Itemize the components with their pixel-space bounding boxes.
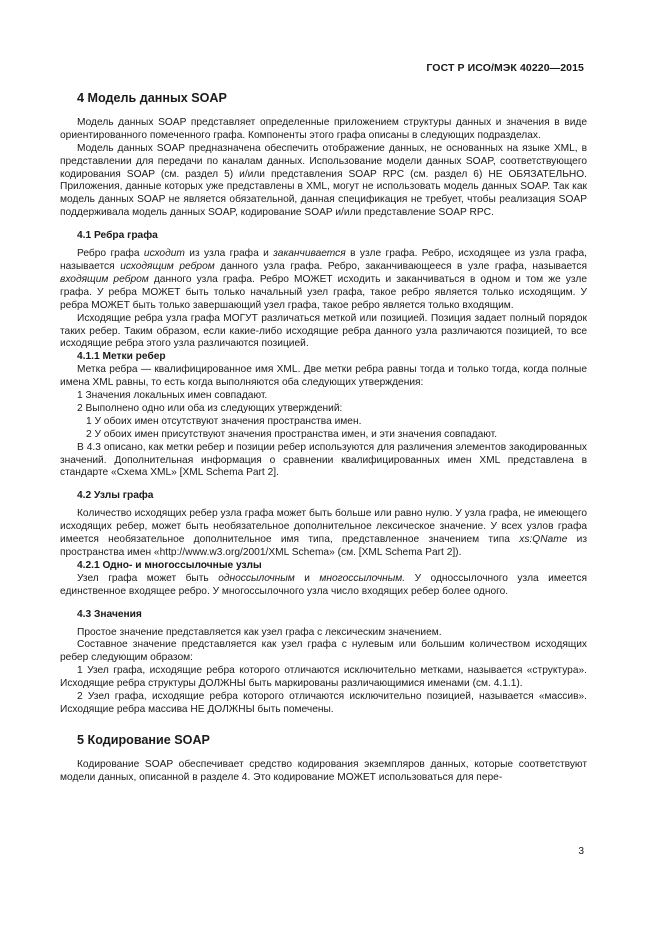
- section-4-1-1-paragraph-1: Метка ребра — квалифицированное имя XML. Две метки ребра равны тогда и только тогда, когда полные имена XML равны, то есть когда выполняются оба следующих утверждения:: [60, 364, 587, 389]
- section-4-paragraph-1: Модель данных SOAP представляет определенные приложением структуры данных и значения в виде ориентированного помеченного графа. Компоненты этого графа описаны в следующих подразделах.: [60, 116, 587, 141]
- list-item: 2 У обоих имен присутствуют значения пространства имен, и эти значения совпадают.: [86, 428, 498, 440]
- section-4-3-heading: 4.3 Значения: [77, 608, 142, 620]
- page-content: [60, 92, 587, 785]
- list-item: 2 Выполнено одно или оба из следующих утверждений:: [77, 402, 343, 414]
- list-item: 1 У обоих имен отсутствуют значения пространства имен.: [86, 415, 362, 427]
- section-4-2-heading: 4.2 Узлы графа: [77, 490, 154, 502]
- list-item: 1 Значения локальных имен совпадают.: [77, 390, 268, 402]
- section-4-1-1-paragraph-2: В 4.3 описано, как метки ребер и позиции ребер используются для различения элементов закодированных значений. Дополнительная информация о сравнении квалифицированных имен XML представлена в стандарте «Схема XML» [XML Schema Part 2].: [60, 441, 587, 479]
- section-5-paragraph-1: Кодирование SOAP обеспечивает средство кодирования экземпляров данных, которые соответствуют модели данных, описанной в разделе 4. Это кодирование МОЖЕТ использоваться для пере-: [60, 758, 587, 783]
- section-4-1-paragraph-1: Ребро графа исходит из узла графа и заканчивается в узле графа. Ребро, исходящее из узла графа, называется исходящим ребром данного узла графа. Ребро, заканчивающееся в узле графа, называется входящим ребром данного узла графа. Ребро МОЖЕТ исходить и заканчиваться в одном и том же узле графа. У ребра МОЖЕТ быть только начальный узел графа, такое ребро является только исходящим. У ребра МОЖЕТ быть только завершающий узел графа, такое ребро является только входящим.: [60, 248, 588, 311]
- section-4-3-paragraph-3: 1 Узел графа, исходящие ребра которого отличаются исключительно метками, называется «структура». Исходящие ребра структуры ДОЛЖНЫ быть маркированы различающимися именами (см. 4.1.1).: [60, 665, 587, 690]
- section-4-2-1-heading: 4.2.1 Одно- и многоссылочные узлы: [77, 559, 262, 571]
- section-4-1-1-heading: 4.1.1 Метки ребер: [77, 351, 166, 363]
- section-4-2-paragraph-1: Количество исходящих ребер узла графа может быть больше или равно нулю. У узла графа, не имеющего исходящих ребер, может быть необязательное дополнительное лексическое значение. У всех узлов графа имеется необязательное дополнительное имя типа, представленное значением типа xs:QName из пространства имен «http://www.w3.org/2001/XML Schema» (см. [XML Schema Part 2]).: [60, 508, 588, 558]
- section-4-heading: 4 Модель данных SOAP: [77, 91, 227, 105]
- section-4-3-paragraph-1: Простое значение представляется как узел графа с лексическим значением.: [77, 626, 442, 638]
- section-4-1-heading: 4.1 Ребра графа: [77, 230, 158, 242]
- section-5-heading: 5 Кодирование SOAP: [77, 732, 210, 747]
- section-4-3-paragraph-2: Составное значение представляется как узел графа с нулевым или большим количеством исходящих ребер следующим образом:: [60, 639, 587, 664]
- page-number: 3: [578, 846, 584, 857]
- standard-designation: ГОСТ Р ИСО/МЭК 40220—2015: [426, 62, 584, 74]
- section-4-2-1-paragraph-1: Узел графа может быть односсылочным и многоссылочным. У односсылочного узла имеется единственное входящее ребро. У многоссылочного узла число входящих ребер более одного.: [60, 572, 587, 597]
- section-4-paragraph-2: Модель данных SOAP предназначена обеспечить отображение данных, не основанных на языке XML, в представлении для передачи по каналам данных. Использование модели данных SOAP, соответствующего кодирования SOAP (см. раздел 5) и/или представления SOAP RPC (см. раздел 6) НЕ ОБЯЗАТЕЛЬНО. Приложения, данные которых уже представлены в XML, могут не использовать модель данных SOAP. Так как модель данных SOAP не является обязательной, данная спецификация не требует, чтобы реализация SOAP поддерживала модель данных SOAP, кодирование SOAP и/или представление SOAP RPC.: [60, 142, 587, 219]
- section-4-1-paragraph-2: Исходящие ребра узла графа МОГУТ различаться меткой или позицией. Позиция задает полный порядок таких ребер. Таким образом, если какие-либо исходящие ребра данного узла различаются позицией, то все исходящие ребра этого узла различаются позицией.: [60, 312, 587, 350]
- section-4-3-paragraph-4: 2 Узел графа, исходящие ребра которого отличаются исключительно позицией, называется «массив». Исходящие ребра массива НЕ ДОЛЖНЫ быть помечены.: [60, 691, 587, 715]
